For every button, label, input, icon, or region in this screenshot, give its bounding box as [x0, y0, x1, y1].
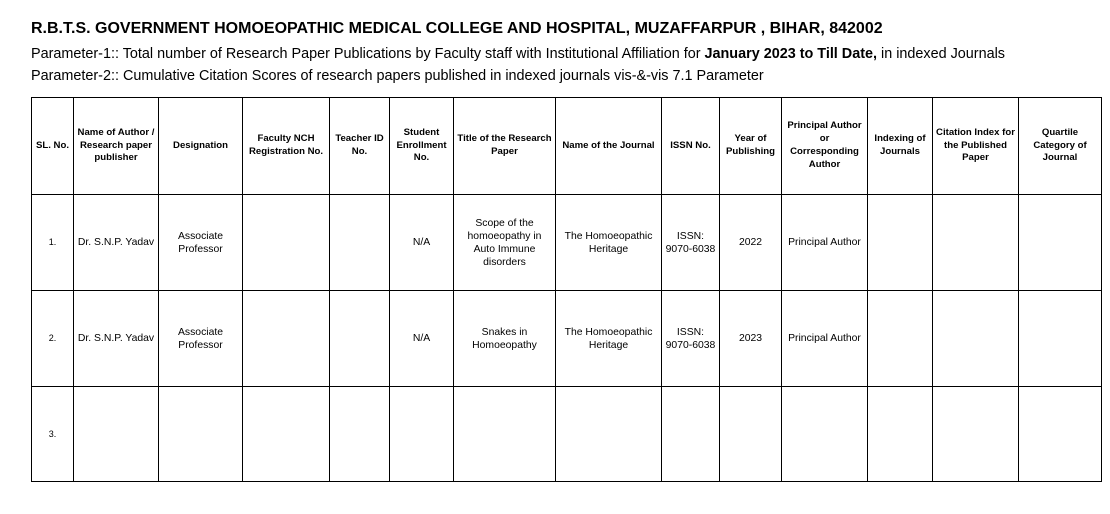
column-header-paper-title: Title of the Research Paper	[454, 98, 556, 195]
parameter-2-text: Parameter-2:: Cumulative Citation Scores of research papers published in indexed journals vis-&-vis 7.1 Parameter	[31, 68, 764, 84]
cell-journal-name: The Homoeopathic Heritage	[556, 291, 662, 387]
parameter-1-date-range: January 2023 to Till Date,	[704, 46, 877, 62]
column-header-author-role: Principal Author or Corresponding Author	[782, 98, 868, 195]
cell-journal-name: The Homoeopathic Heritage	[556, 195, 662, 291]
column-header-citation-index: Citation Index for the Published Paper	[933, 98, 1019, 195]
column-header-teacher-id: Teacher ID No.	[330, 98, 390, 195]
page-title: R.B.T.S. GOVERNMENT HOMOEOPATHIC MEDICAL COLLEGE AND HOSPITAL, MUZAFFARPUR , BIHAR, 842002	[31, 20, 883, 37]
table-row	[32, 387, 1102, 482]
parameter-1-text	[31, 46, 1005, 62]
cell-sl-no: 3.	[32, 387, 74, 482]
cell-citation-index	[933, 195, 1019, 291]
cell-author-role	[782, 387, 868, 482]
cell-year: 2022	[720, 195, 782, 291]
cell-issn: ISSN: 9070-6038	[662, 195, 720, 291]
cell-quartile	[1019, 387, 1102, 482]
column-header-sl-no: SL. No.	[32, 98, 74, 195]
cell-author: Dr. S.N.P. Yadav	[74, 195, 159, 291]
cell-year	[720, 387, 782, 482]
cell-citation-index	[933, 387, 1019, 482]
cell-issn: ISSN: 9070-6038	[662, 291, 720, 387]
cell-designation: Associate Professor	[159, 291, 243, 387]
cell-paper-title: Snakes in Homoeopathy	[454, 291, 556, 387]
cell-designation: Associate Professor	[159, 195, 243, 291]
column-header-indexing: Indexing of Journals	[868, 98, 933, 195]
cell-designation	[159, 387, 243, 482]
cell-teacher-id	[330, 195, 390, 291]
publications-table	[31, 97, 1102, 482]
cell-paper-title: Scope of the homoeopathy in Auto Immune disorders	[454, 195, 556, 291]
column-header-issn: ISSN No.	[662, 98, 720, 195]
cell-paper-title	[454, 387, 556, 482]
cell-author: Dr. S.N.P. Yadav	[74, 291, 159, 387]
cell-issn	[662, 387, 720, 482]
table-row	[32, 291, 1102, 387]
table-header-row	[32, 98, 1102, 195]
column-header-year: Year of Publishing	[720, 98, 782, 195]
cell-author-role: Principal Author	[782, 195, 868, 291]
cell-nch-registration	[243, 195, 330, 291]
column-header-designation: Designation	[159, 98, 243, 195]
cell-student-enrollment: N/A	[390, 291, 454, 387]
cell-indexing	[868, 291, 933, 387]
cell-indexing	[868, 387, 933, 482]
column-header-author: Name of Author / Research paper publisher	[74, 98, 159, 195]
cell-teacher-id	[330, 387, 390, 482]
parameter-1-suffix: in indexed Journals	[877, 46, 1005, 62]
cell-journal-name	[556, 387, 662, 482]
cell-nch-registration	[243, 291, 330, 387]
cell-indexing	[868, 195, 933, 291]
cell-student-enrollment	[390, 387, 454, 482]
cell-quartile	[1019, 195, 1102, 291]
cell-citation-index	[933, 291, 1019, 387]
cell-student-enrollment: N/A	[390, 195, 454, 291]
column-header-nch-registration: Faculty NCH Registration No.	[243, 98, 330, 195]
column-header-quartile: Quartile Category of Journal	[1019, 98, 1102, 195]
cell-nch-registration	[243, 387, 330, 482]
cell-author-role: Principal Author	[782, 291, 868, 387]
cell-teacher-id	[330, 291, 390, 387]
column-header-journal-name: Name of the Journal	[556, 98, 662, 195]
parameter-1-prefix: Parameter-1:: Total number of Research Paper Publications by Faculty staff with Institutional Affiliation for	[31, 46, 705, 62]
cell-sl-no: 1.	[32, 195, 74, 291]
table-row	[32, 195, 1102, 291]
cell-year: 2023	[720, 291, 782, 387]
cell-quartile	[1019, 291, 1102, 387]
column-header-student-enrollment: Student Enrollment No.	[390, 98, 454, 195]
cell-sl-no: 2.	[32, 291, 74, 387]
cell-author	[74, 387, 159, 482]
